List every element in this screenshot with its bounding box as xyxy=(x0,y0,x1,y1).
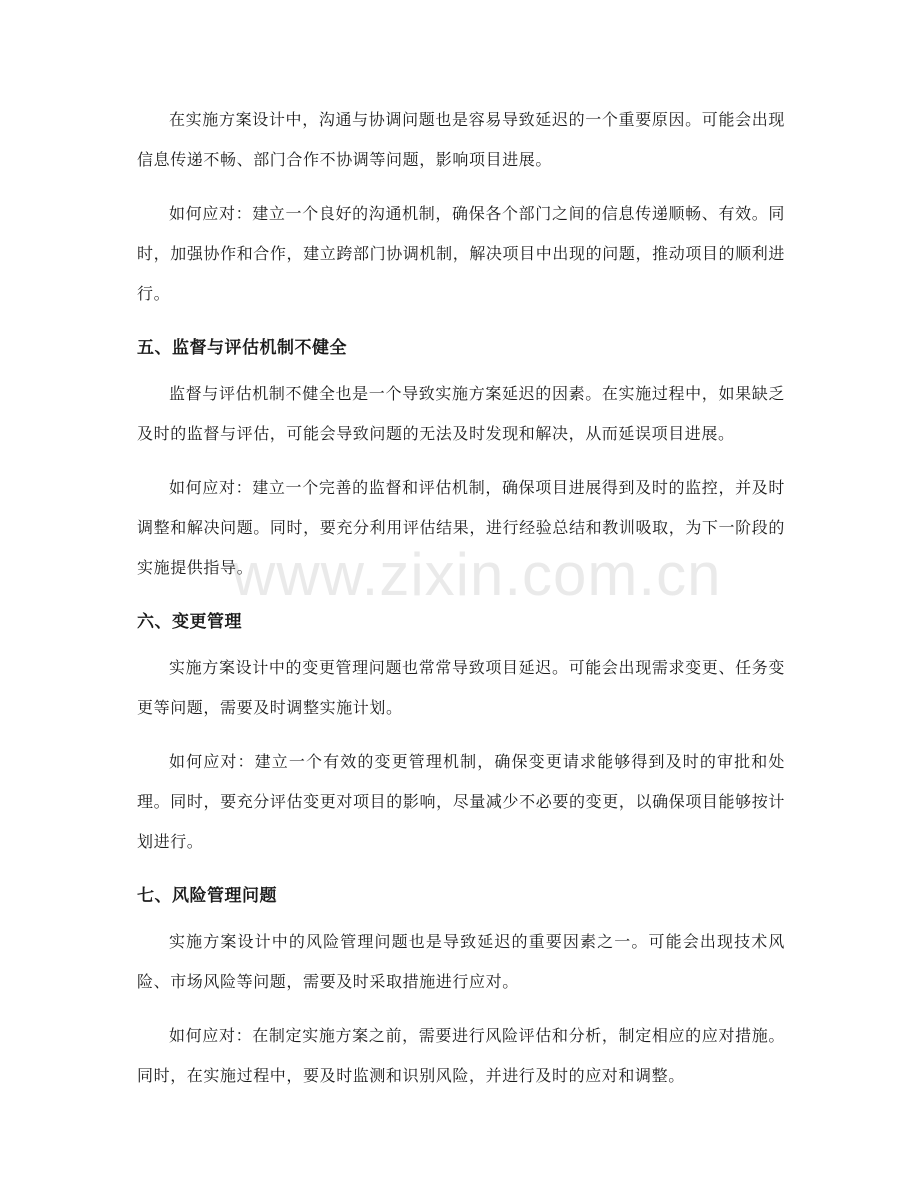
paragraph-change-issue: 实施方案设计中的变更管理问题也常常导致项目延迟。可能会出现需求变更、任务变更等问题，需要及时调整实施计划。 xyxy=(137,658,785,717)
paragraph-communication-response: 如何应对：建立一个良好的沟通机制，确保各个部门之间的信息传递顺畅、有效。同时，加强协作和合作，建立跨部门协调机制，解决项目中出现的问题，推动项目的顺利进行。 xyxy=(137,204,785,303)
paragraph-supervision-issue: 监督与评估机制不健全也是一个导致实施方案延迟的因素。在实施过程中，如果缺乏及时的监督与评估，可能会导致问题的无法及时发现和解决，从而延误项目进展。 xyxy=(137,384,785,443)
paragraph-risk-response: 如何应对：在制定实施方案之前，需要进行风险评估和分析，制定相应的应对措施。同时，在实施过程中，要及时监测和识别风险，并进行及时的应对和调整。 xyxy=(137,1026,785,1085)
section-heading-risk-management: 七、风险管理问题 xyxy=(137,886,277,906)
paragraph-communication-issue: 在实施方案设计中，沟通与协调问题也是容易导致延迟的一个重要原因。可能会出现信息传递不畅、部门合作不协调等问题，影响项目进展。 xyxy=(137,110,785,169)
section-heading-supervision: 五、监督与评估机制不健全 xyxy=(137,338,347,358)
section-heading-change-management: 六、变更管理 xyxy=(137,612,242,632)
paragraph-change-response: 如何应对：建立一个有效的变更管理机制，确保变更请求能够得到及时的审批和处理。同时，要充分评估变更对项目的影响，尽量减少不必要的变更，以确保项目能够按计划进行。 xyxy=(137,752,785,851)
watermark-text: www.zixin.com.cn xyxy=(232,541,722,608)
paragraph-supervision-response: 如何应对：建立一个完善的监督和评估机制，确保项目进展得到及时的监控，并及时调整和解决问题。同时，要充分利用评估结果，进行经验总结和教训吸取，为下一阶段的实施提供指导。 xyxy=(137,478,785,577)
paragraph-risk-issue: 实施方案设计中的风险管理问题也是导致延迟的重要因素之一。可能会出现技术风险、市场风险等问题，需要及时采取措施进行应对。 xyxy=(137,932,785,991)
